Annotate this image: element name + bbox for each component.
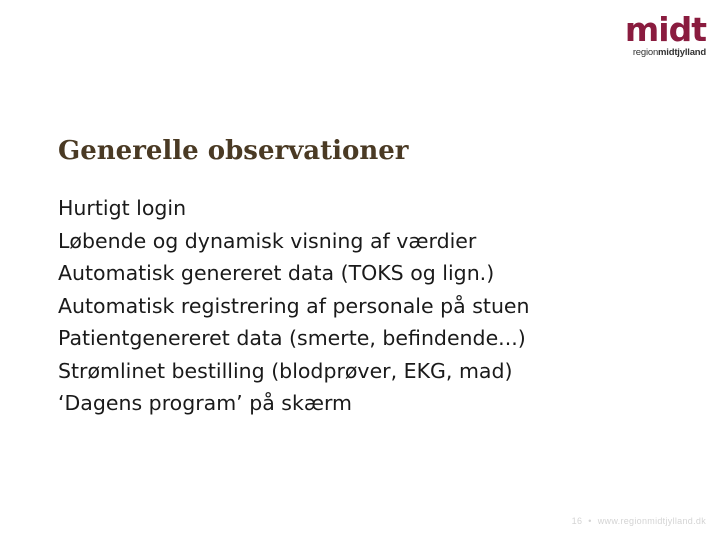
bullet-item: Strømlinet bestilling (blodprøver, EKG, mad) [58, 358, 513, 383]
bullet-list [58, 192, 530, 420]
bullet-item: Automatisk genereret data (TOKS og lign.) [58, 261, 495, 285]
footer-url: www.regionmidtjylland.dk [597, 516, 706, 526]
bullet-item: Patientgenereret data (smerte, befindende...) [58, 326, 526, 350]
region-midtjylland-logo [618, 10, 706, 58]
logo-subtitle-region: region [632, 47, 659, 58]
bullet-item: Automatisk registrering af personale på stuen [58, 293, 530, 318]
page-number: 16 [571, 516, 583, 526]
bullet-item: Hurtigt login [58, 196, 187, 220]
slide-title: Generelle observationer [58, 136, 409, 166]
logo-subtitle-midtjylland: midtjylland [658, 47, 706, 58]
logo-wordmark: midt [624, 10, 706, 49]
footer-separator: • [588, 516, 592, 526]
bullet-item: ‘Dagens program’ på skærm [58, 391, 353, 415]
slide-footer [572, 516, 706, 526]
bullet-item: Løbende og dynamisk visning af værdier [58, 228, 477, 253]
